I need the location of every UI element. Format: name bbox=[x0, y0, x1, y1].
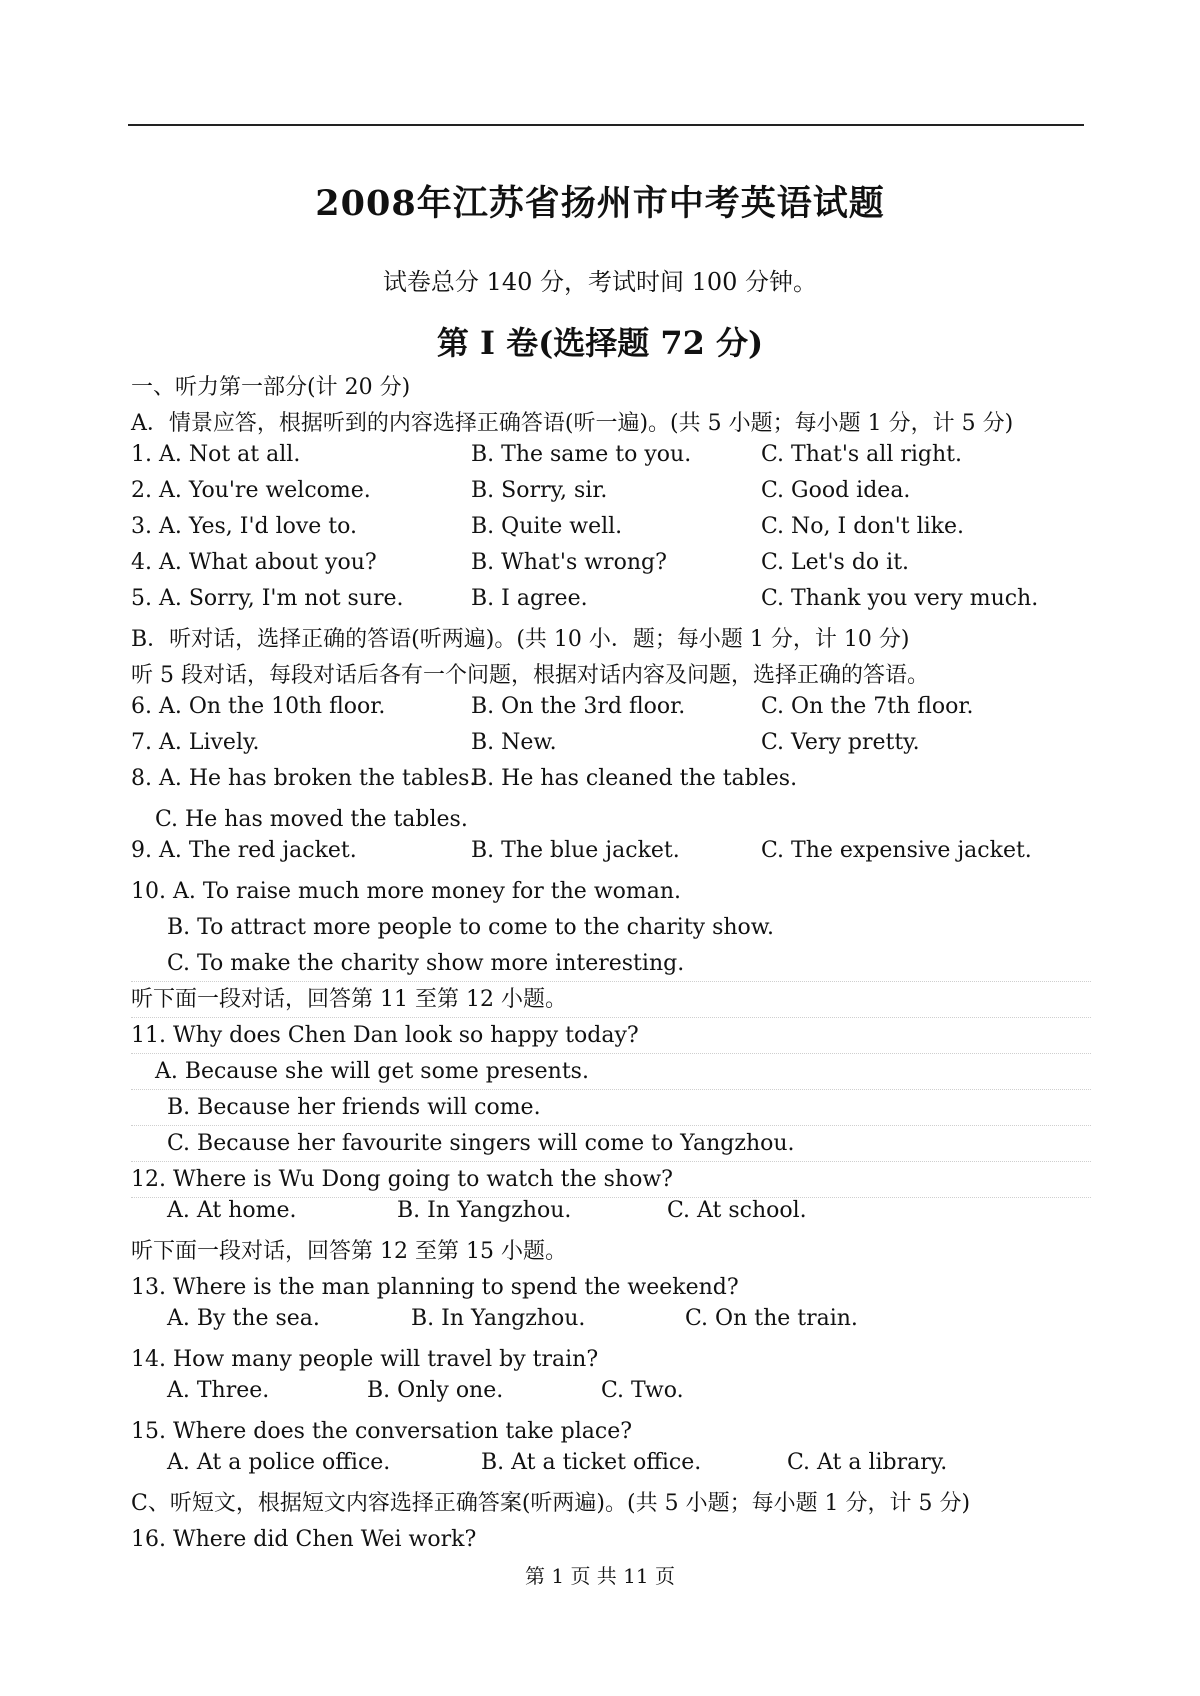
question-9 bbox=[131, 838, 1091, 874]
option-c: C. Good idea. bbox=[761, 478, 911, 503]
question-13-stem: 13. Where is the man planning to spend the weekend? bbox=[131, 1275, 739, 1300]
question-15-options bbox=[131, 1450, 1091, 1486]
option-a: 2. A. You're welcome. bbox=[131, 478, 371, 503]
question-11-option-b: B. Because her friends will come. bbox=[131, 1090, 1091, 1126]
option-b: B. Sorry, sir. bbox=[471, 478, 608, 503]
question-6 bbox=[131, 694, 1091, 730]
section-c-instruction: C、听短文，根据短文内容选择正确答案(听两遍)。(共 5 小题；每小题 1 分，计 5 分) bbox=[131, 1491, 971, 1516]
option-a: A. At home. bbox=[167, 1198, 297, 1223]
option-b: B. In Yangzhou. bbox=[397, 1198, 572, 1223]
section-b-instruction: B．听对话，选择正确的答语(听两遍)。(共 10 小．题；每小题 1 分，计 10 分) bbox=[131, 627, 910, 652]
question-14-options bbox=[131, 1378, 1091, 1414]
question-1 bbox=[131, 442, 1091, 478]
question-14-stem: 14. How many people will travel by train? bbox=[131, 1347, 599, 1372]
option-a: A. By the sea. bbox=[167, 1306, 320, 1331]
option-b: B. The blue jacket. bbox=[471, 838, 680, 863]
question-11-option-a: A. Because she will get some presents. bbox=[131, 1054, 1091, 1090]
question-11-stem: 11. Why does Chen Dan look so happy today? bbox=[131, 1018, 1091, 1054]
option-c: C. Let's do it. bbox=[761, 550, 910, 575]
option-b: B. The same to you. bbox=[471, 442, 692, 467]
option-c: C. Thank you very much. bbox=[761, 586, 1039, 611]
option-c: C. At a library. bbox=[787, 1450, 948, 1475]
dialog-1-instruction: 听下面一段对话，回答第 11 至第 12 小题。 bbox=[131, 982, 1091, 1018]
section-b-note: 听 5 段对话，每段对话后各有一个问题，根据对话内容及问题，选择正确的答语。 bbox=[131, 663, 929, 688]
question-4 bbox=[131, 550, 1091, 586]
page-number: 第 1 页 共 11 页 bbox=[525, 1564, 675, 1588]
question-12-stem: 12. Where is Wu Dong going to watch the show? bbox=[131, 1162, 1091, 1198]
question-11-option-c: C. Because her favourite singers will come to Yangzhou. bbox=[131, 1126, 1091, 1162]
option-a: A. At a police office. bbox=[167, 1450, 391, 1475]
option-b: B. New. bbox=[471, 730, 557, 755]
exam-content bbox=[131, 370, 1091, 1558]
option-a: 4. A. What about you? bbox=[131, 550, 377, 575]
part-heading: 一、听力第一部分(计 20 分) bbox=[131, 375, 411, 400]
option-b: B. At a ticket office. bbox=[481, 1450, 702, 1475]
question-10-option-a: 10. A. To raise much more money for the woman. bbox=[131, 879, 682, 904]
exam-info: 试卷总分 140 分，考试时间 100 分钟。 bbox=[382, 268, 818, 296]
question-3 bbox=[131, 514, 1091, 550]
top-rule bbox=[128, 124, 1084, 126]
option-c: C. The expensive jacket. bbox=[761, 838, 1032, 863]
page-title: 2008年江苏省扬州市中考英语试题 bbox=[315, 183, 885, 224]
question-13-options bbox=[131, 1306, 1091, 1342]
option-b: B. On the 3rd floor. bbox=[471, 694, 686, 719]
option-a: A. Three. bbox=[167, 1378, 270, 1403]
option-a: 3. A. Yes, I'd love to. bbox=[131, 514, 357, 539]
question-5 bbox=[131, 586, 1091, 622]
option-a: 9. A. The red jacket. bbox=[131, 838, 357, 863]
option-b: B. What's wrong? bbox=[471, 550, 667, 575]
option-c: C. At school. bbox=[667, 1198, 807, 1223]
option-a: 6. A. On the 10th floor. bbox=[131, 694, 386, 719]
dialog-2-instruction: 听下面一段对话，回答第 12 至第 15 小题。 bbox=[131, 1239, 567, 1264]
option-b: B. He has cleaned the tables. bbox=[471, 766, 798, 791]
option-a: 5. A. Sorry, I'm not sure. bbox=[131, 586, 404, 611]
option-c: C. Very pretty. bbox=[761, 730, 920, 755]
option-b: B. I agree. bbox=[471, 586, 588, 611]
question-12-options bbox=[131, 1198, 1091, 1234]
option-c: C. No, I don't like. bbox=[761, 514, 964, 539]
option-b: B. Only one. bbox=[367, 1378, 504, 1403]
option-c: C. That's all right. bbox=[761, 442, 962, 467]
option-b: B. Quite well. bbox=[471, 514, 623, 539]
question-10-option-c: C. To make the charity show more interesting. bbox=[131, 946, 1091, 982]
option-c: C. On the train. bbox=[685, 1306, 858, 1331]
option-c: C. Two. bbox=[601, 1378, 684, 1403]
section-a-instruction: A．情景应答，根据听到的内容选择正确答语(听一遍)。(共 5 小题；每小题 1 分，计 5 分) bbox=[131, 411, 1014, 436]
option-a: 1. A. Not at all. bbox=[131, 442, 301, 467]
question-10-option-b: B. To attract more people to come to the charity show. bbox=[167, 915, 775, 940]
question-7 bbox=[131, 730, 1091, 766]
option-a: 8. A. He has broken the tables. bbox=[131, 766, 477, 791]
question-8 bbox=[131, 766, 1091, 802]
question-15-stem: 15. Where does the conversation take place? bbox=[131, 1419, 633, 1444]
section-title: 第 I 卷(选择题 72 分) bbox=[436, 324, 764, 362]
question-2 bbox=[131, 478, 1091, 514]
question-8-option-c: C. He has moved the tables. bbox=[155, 807, 468, 832]
option-b: B. In Yangzhou. bbox=[411, 1306, 586, 1331]
question-16-stem: 16. Where did Chen Wei work? bbox=[131, 1527, 477, 1552]
option-c: C. On the 7th floor. bbox=[761, 694, 974, 719]
option-a: 7. A. Lively. bbox=[131, 730, 260, 755]
